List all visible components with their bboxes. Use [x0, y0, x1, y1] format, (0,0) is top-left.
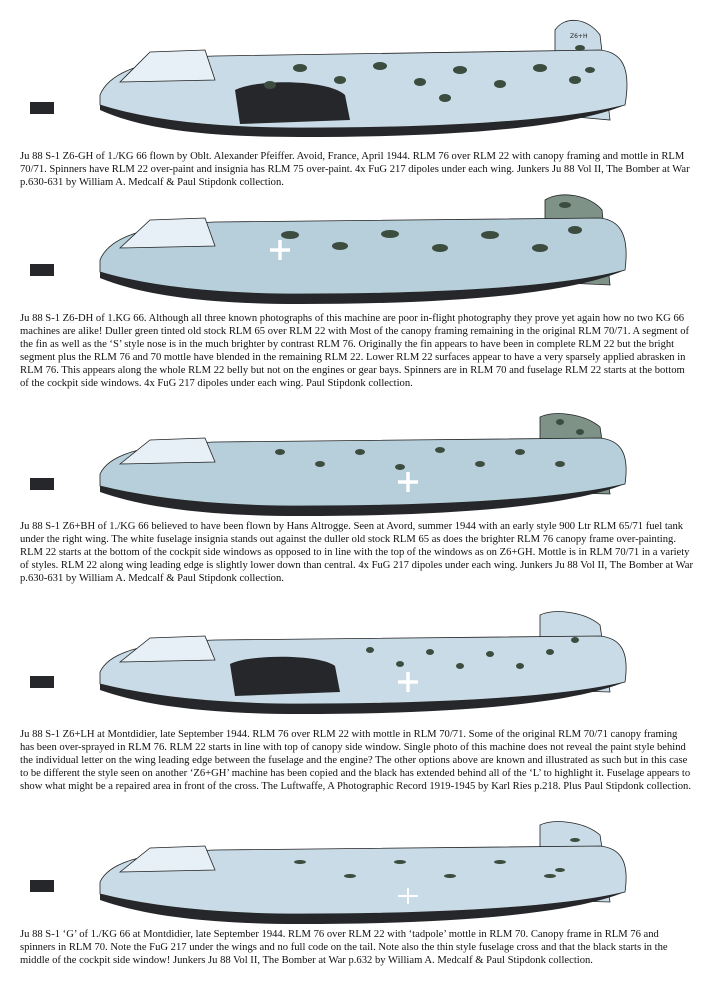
aircraft-profile-z6-bh	[0, 412, 707, 520]
caption: Ju 88 S-1 Z6+BH of 1./KG 66 believed to have been flown by Hans Altrogge. Seen at Avord, summer 1944 with an early style 900 Ltr RLM 65/71 fuel tank under the right wing. The white fuselage insignia stands out against the duller old stock RLM 65 as does the brighter RLM 76 canopy frame over-painting. RLM 22 starts at the bottom of the cockpit side windows as opposed to in line with the top of the windows as on Z6+GH. Mottle is in RLM 70/71 in a variety of styles. RLM 22 along wing leading edge is slightly lower down than central. 4x FuG 217 dipoles under each wing. Junkers Ju 88 Vol II, The Bomber at War p.630-631 by William A. Medcalf & Paul Stipdonk collection.	[20, 521, 694, 584]
aircraft-illustration	[0, 412, 707, 520]
aircraft-illustration	[0, 610, 707, 718]
caption: Ju 88 S-1 ‘G’ of 1./KG 66 at Montdidier, late September 1944. RLM 76 over RLM 22 with ‘tadpole’ mottle in RLM 70. Canopy frame in RLM 76 and spinners in RLM 70. Note the FuG 217 under the wings and no full code on the tail. Note also the thin style fuselage cross and that the black starts in the middle of the cockpit side window! Junkers Ju 88 Vol II, The Bomber at War p.632 by William A. Medcalf & Paul Stipdonk collection.	[20, 929, 668, 966]
aircraft-illustration	[0, 10, 707, 145]
aircraft-profile-z6-dh	[0, 190, 707, 310]
aircraft-profile-g	[0, 820, 707, 928]
aircraft-illustration	[0, 820, 707, 928]
aircraft-profile-z6-lh	[0, 610, 707, 718]
aircraft-illustration	[0, 190, 707, 310]
caption: Ju 88 S-1 Z6-DH of 1.KG 66. Although all three known photographs of this machine are poor in-flight photography they prove yet again how no two KG 66 machines are alike! Duller green tinted old stock RLM 65 over RLM 22 with Most of the canopy framing remaining in the original RLM 70/71. A segment of the fin as well as the ‘S’ style nose is in the much brighter by contrast RLM 76. Originally the fin appears to have been in complete RLM 22 but the bright segment plus the RLM 76 and 70 mottle have blended in the remaining RLM 22. Lower RLM 22 surfaces appear to have a very sparsely applied abrasken in RLM 76. This appears along the whole RLM 22 belly but not on the engines or gear bays. Spinners are in RLM 70 and fuselage RLM 22 starts at the bottom of the cockpit side windows. 4x FuG 217 dipoles under each wing. Paul Stipdonk collection.	[20, 313, 690, 389]
caption: Ju 88 S-1 Z6-GH of 1./KG 66 flown by Oblt. Alexander Pfeiffer. Avoid, France, April 1944. RLM 76 over RLM 22 with canopy framing and mottle in RLM 70/71. Spinners have RLM 22 over-paint and insignia has RLM 75 over-paint. 4x FuG 217 dipoles under each wing. Junkers Ju 88 Vol II, The Bomber at War p.630-631 by William A. Medcalf & Paul Stipdonk collection.	[20, 151, 690, 188]
aircraft-profile-z6-gh	[0, 10, 707, 145]
fin-code: Z6+H	[570, 33, 588, 40]
caption: Ju 88 S-1 Z6+LH at Montdidier, late September 1944. RLM 76 over RLM 22 with mottle in RLM 70/71. Some of the original RLM 70/71 canopy framing has been over-sprayed in RLM 76. RLM 22 starts in line with top of canopy side window. Single photo of this machine does not reveal the paint style behind the individual letter on the wing leading edge between the fuselage and the engine? The other options above are known and illustrated as such but in this case to be different the style seen on another ‘Z6+GH’ machine has been copied and the black has extended behind all of the ‘L’ to highlight it. Fuselage appears to show what might be a repaired area in front of the cross. The Luftwaffe, A Photographic Record 1919-1945 by Karl Ries p.218. Plus Paul Stipdonk collection.	[20, 729, 692, 792]
